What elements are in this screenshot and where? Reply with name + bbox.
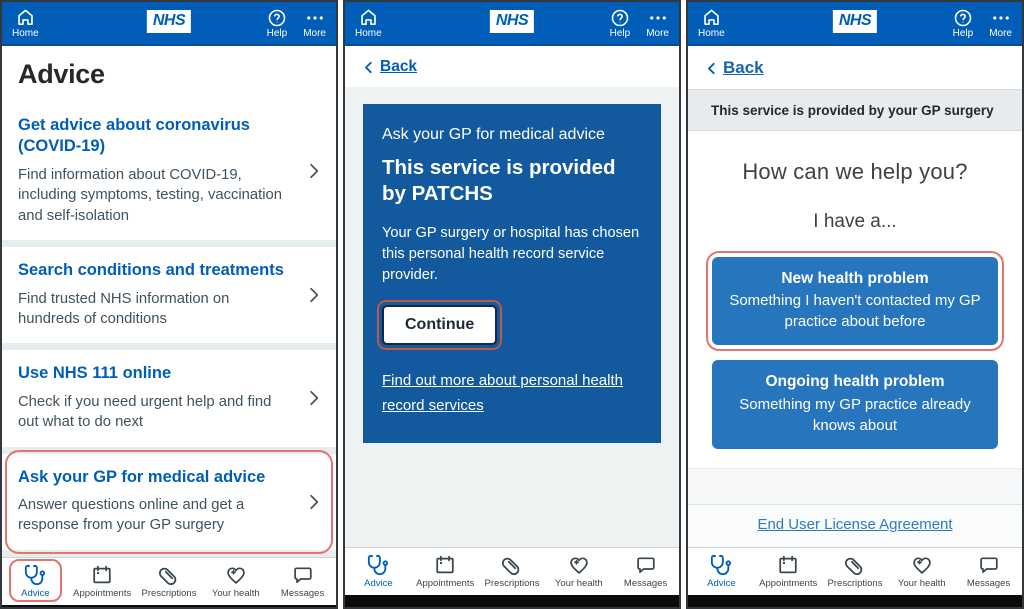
help-icon: [610, 8, 630, 28]
home-button[interactable]: [355, 7, 382, 39]
list-item-description: Find information about COVID-19, including symptoms, testing, vaccination and self-isolation: [18, 166, 283, 224]
home-icon: [358, 7, 379, 28]
triage-main: [688, 131, 1022, 468]
phone-bottom-bezel: [2, 605, 336, 609]
advice-screen: [0, 0, 338, 609]
help-icon: [953, 8, 973, 28]
help-label: Help: [266, 27, 288, 39]
phone-bottom-bezel: [688, 595, 1022, 607]
home-label: Home: [698, 28, 725, 39]
list-item-description: Answer questions online and get a response from your GP surgery: [18, 497, 245, 534]
nhs-app-header: [345, 2, 679, 46]
tab-prescriptions[interactable]: [822, 554, 889, 589]
home-button[interactable]: [12, 7, 39, 39]
list-item-title: Ask your GP for medical advice: [18, 467, 266, 486]
tab-label: Appointments: [759, 578, 818, 589]
heart-plus-icon: [568, 554, 590, 576]
speech-bubble-icon: [978, 554, 1000, 576]
tab-appointments[interactable]: [69, 564, 136, 599]
gp-surgery-banner: This service is provided by your GP surgery: [688, 89, 1022, 131]
more-button[interactable]: [989, 8, 1012, 39]
more-label: More: [303, 27, 326, 39]
back-row: [688, 46, 1022, 89]
tab-prescriptions[interactable]: [479, 554, 546, 589]
triage-heading: How can we help you?: [742, 159, 968, 184]
back-row: [345, 46, 679, 87]
home-label: Home: [12, 28, 39, 39]
tab-label: Prescriptions: [484, 578, 540, 589]
nhs-logo: NHS: [490, 10, 534, 33]
tab-messages[interactable]: [269, 564, 336, 599]
more-button[interactable]: [303, 8, 326, 39]
more-label: More: [646, 27, 669, 39]
stethoscope-icon: [710, 554, 732, 576]
chevron-right-icon: [304, 285, 324, 305]
list-item-conditions[interactable]: [2, 247, 336, 343]
tab-label: Appointments: [73, 587, 132, 599]
more-label: More: [989, 27, 1012, 39]
list-item-ask-gp[interactable]: [2, 454, 336, 550]
help-button[interactable]: [953, 8, 974, 39]
stethoscope-icon: [367, 554, 389, 576]
home-button[interactable]: [698, 7, 725, 39]
eula-row: [688, 504, 1022, 547]
speech-bubble-icon: [635, 554, 657, 576]
chevron-left-icon: [704, 61, 719, 76]
tab-advice[interactable]: [2, 564, 69, 599]
tab-label: Prescriptions: [141, 587, 197, 599]
home-icon: [701, 7, 722, 28]
card-title: This service is provided by PATCHS: [382, 155, 616, 206]
chevron-right-icon: [304, 388, 324, 408]
page-title: Advice: [2, 46, 336, 102]
ongoing-health-problem-button[interactable]: [712, 360, 998, 448]
pill-icon: [844, 554, 866, 576]
nhs-app-header: [2, 2, 336, 46]
calendar-icon: [91, 564, 113, 586]
triage-screen: [686, 0, 1024, 609]
provider-body: [345, 87, 679, 547]
card-body-text: Your GP surgery or hospital has chosen this personal health record service provider.: [382, 224, 640, 284]
pill-icon: [501, 554, 523, 576]
list-item-title: Use NHS 111 online: [18, 364, 172, 383]
tab-label: Advice: [21, 587, 50, 599]
help-label: Help: [609, 27, 631, 39]
more-icon: [305, 8, 325, 28]
back-link[interactable]: Back: [380, 58, 418, 75]
option-title: Ongoing health problem: [765, 373, 945, 391]
chevron-right-icon: [304, 492, 324, 512]
nhs-logo: NHS: [833, 10, 877, 33]
provider-card: [363, 104, 661, 443]
tab-label: Messages: [280, 587, 325, 599]
bottom-tab-bar: [2, 557, 336, 605]
tab-label: Messages: [966, 578, 1011, 589]
advice-list: [2, 102, 336, 557]
tab-advice[interactable]: [345, 554, 412, 589]
annotation-ring: [382, 305, 497, 345]
nhs-app-header: [688, 2, 1022, 46]
list-item-nhs111[interactable]: [2, 350, 336, 446]
list-item-description: Find trusted NHS information on hundreds of conditions: [18, 290, 230, 327]
home-icon: [15, 7, 36, 28]
list-item-description: Check if you need urgent help and find out what to do next: [18, 393, 272, 431]
tab-messages[interactable]: [955, 554, 1022, 589]
tab-label: Your health: [897, 578, 946, 589]
nhs-logo: NHS: [147, 10, 191, 33]
more-icon: [648, 8, 668, 28]
tab-appointments[interactable]: [755, 554, 822, 589]
tab-your-health[interactable]: [888, 554, 955, 589]
home-label: Home: [355, 28, 382, 39]
triage-subheading: I have a...: [813, 211, 897, 232]
list-item-coronavirus[interactable]: [2, 102, 336, 240]
heart-plus-icon: [911, 554, 933, 576]
more-icon: [991, 8, 1011, 28]
bottom-tab-bar: [345, 547, 679, 595]
tab-label: Messages: [623, 578, 668, 589]
bottom-tab-bar: [688, 547, 1022, 595]
spacer: [688, 468, 1022, 504]
continue-button[interactable]: Continue: [382, 305, 497, 345]
tab-your-health[interactable]: [202, 564, 269, 599]
back-link[interactable]: Back: [723, 58, 764, 77]
find-out-more-link[interactable]: Find out more about personal health record services: [382, 372, 623, 415]
eula-link[interactable]: End User License Agreement: [757, 516, 953, 533]
pill-icon: [158, 564, 180, 586]
new-health-problem-button[interactable]: [712, 257, 998, 345]
help-icon: [267, 8, 287, 28]
list-item-title: Search conditions and treatments: [18, 261, 284, 280]
option-description: Something I haven't contacted my GP practice about before: [729, 292, 981, 331]
chevron-right-icon: [304, 161, 324, 181]
calendar-icon: [434, 554, 456, 576]
option-description: Something my GP practice already knows about: [739, 395, 971, 434]
list-item-title: Get advice about coronavirus (COVID-19): [18, 116, 250, 156]
tab-label: Prescriptions: [827, 578, 883, 589]
card-kicker: Ask your GP for medical advice: [382, 126, 605, 143]
phone-bottom-bezel: [345, 595, 679, 607]
tab-appointments[interactable]: [412, 554, 479, 589]
speech-bubble-icon: [292, 564, 314, 586]
calendar-icon: [777, 554, 799, 576]
heart-plus-icon: [225, 564, 247, 586]
help-button[interactable]: [610, 8, 631, 39]
chevron-left-icon: [361, 60, 376, 75]
provider-screen: [343, 0, 681, 609]
help-button[interactable]: [267, 8, 288, 39]
tab-messages[interactable]: [612, 554, 679, 589]
tab-advice[interactable]: [688, 554, 755, 589]
help-label: Help: [952, 27, 974, 39]
tab-label: Advice: [364, 578, 393, 589]
tab-your-health[interactable]: [545, 554, 612, 589]
tab-label: Advice: [707, 578, 736, 589]
tab-label: Appointments: [416, 578, 475, 589]
stethoscope-icon: [24, 564, 46, 586]
tab-label: Your health: [211, 587, 260, 599]
tab-label: Your health: [554, 578, 603, 589]
tab-prescriptions[interactable]: [136, 564, 203, 599]
more-button[interactable]: [646, 8, 669, 39]
option-title: New health problem: [781, 270, 929, 287]
